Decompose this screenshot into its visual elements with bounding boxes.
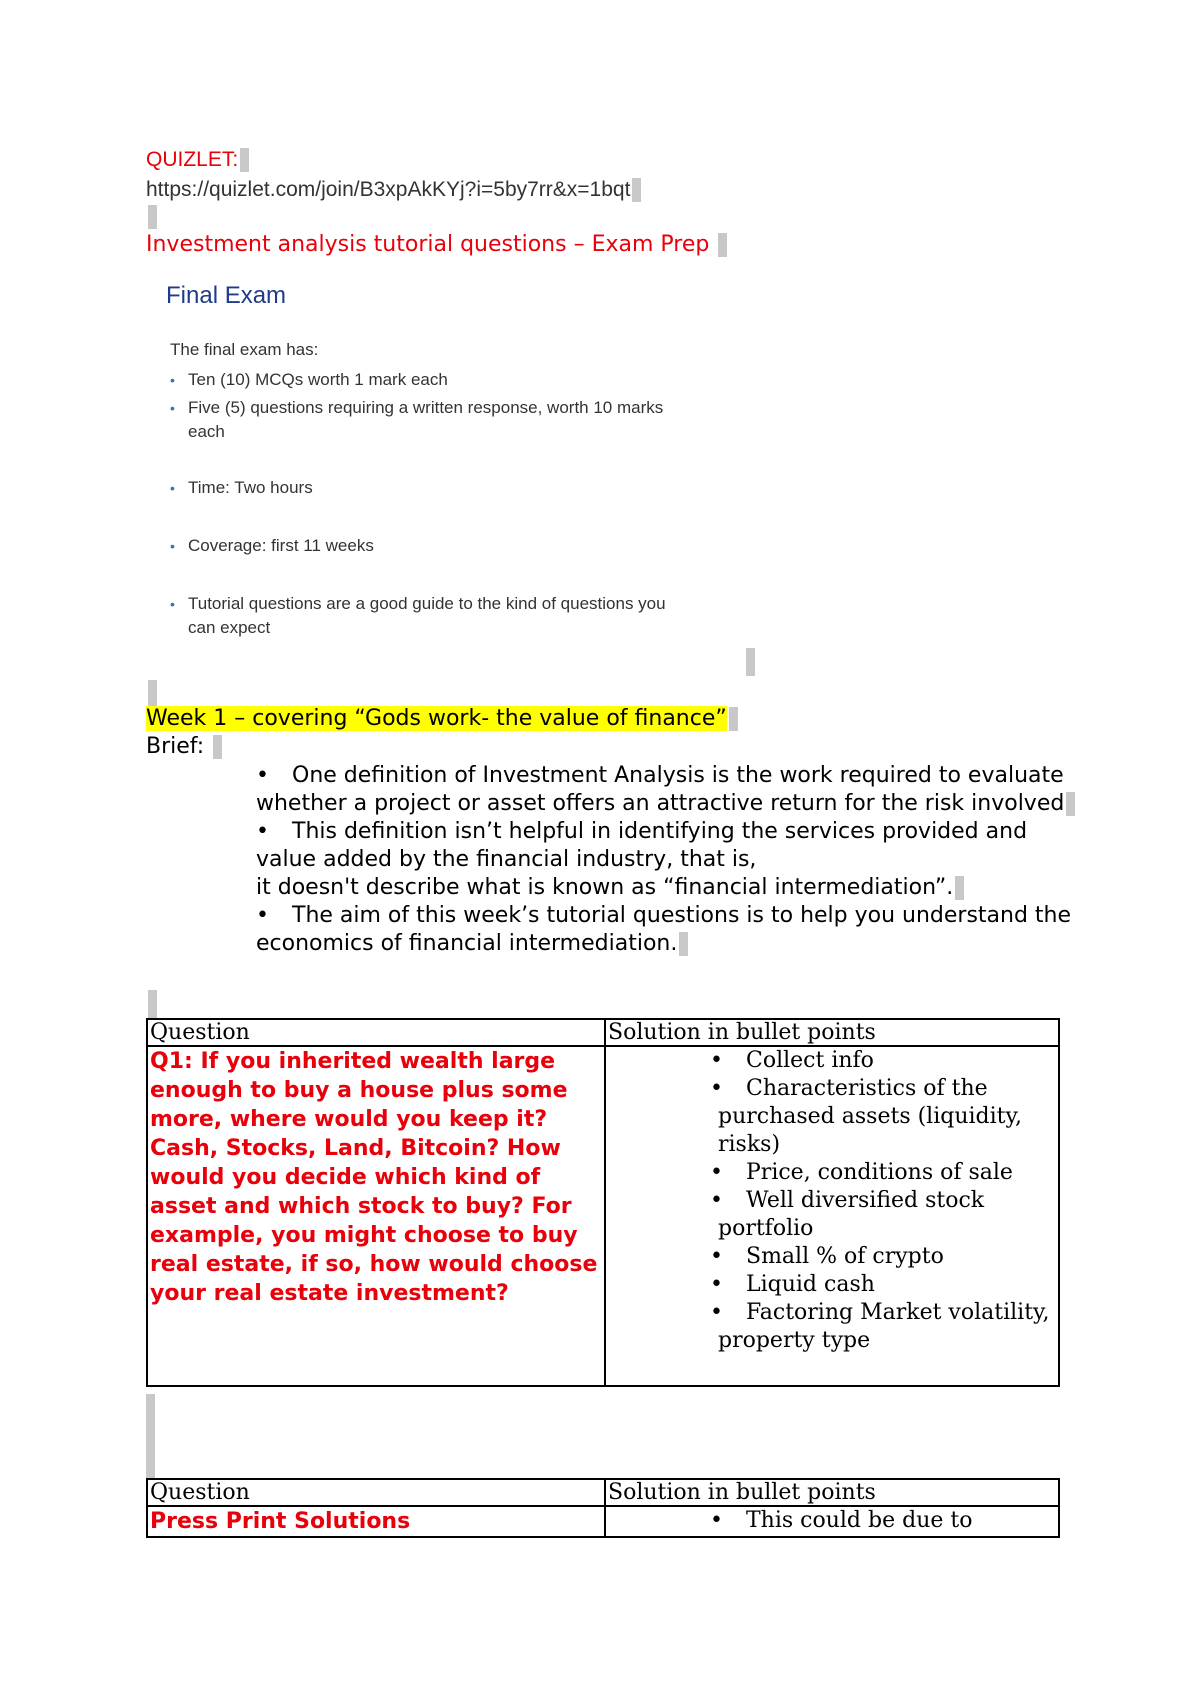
solution-bullet: • Liquid cash bbox=[710, 1272, 875, 1297]
question-table-1 bbox=[146, 1018, 1060, 1387]
solution-cell bbox=[605, 1046, 1059, 1386]
table-header-row bbox=[147, 1479, 1059, 1506]
revision-mark bbox=[213, 735, 222, 759]
column-header-solution: Solution in bullet points bbox=[605, 1019, 1059, 1046]
table-header-row bbox=[147, 1019, 1059, 1046]
question-cell bbox=[147, 1046, 605, 1386]
quizlet-link[interactable]: https://quizlet.com/join/B3xpAkKYj?i=5by7rr&x=1bqt bbox=[146, 178, 641, 202]
revision-mark bbox=[148, 205, 157, 229]
solution-cell bbox=[605, 1506, 1059, 1537]
question-text-last-line: your real estate investment? bbox=[150, 1281, 509, 1306]
quizlet-label: QUIZLET: bbox=[146, 148, 249, 172]
final-exam-slide-image bbox=[160, 272, 720, 642]
solution-bullet: • Price, conditions of sale bbox=[710, 1160, 1013, 1185]
slide-bullet: • Coverage: first 11 weeks bbox=[170, 536, 374, 555]
solution-bullet: • Small % of crypto bbox=[710, 1244, 944, 1269]
table-row bbox=[147, 1046, 1059, 1386]
column-header-solution: Solution in bullet points bbox=[605, 1479, 1059, 1506]
revision-mark bbox=[148, 680, 157, 708]
solution-bullet: • Well diversified stock portfolio bbox=[710, 1188, 985, 1241]
column-header-question: Question bbox=[147, 1479, 605, 1506]
question-text: Press Print Solutions bbox=[150, 1509, 411, 1534]
week-1-heading: Week 1 – covering “Gods work- the value of finance” bbox=[146, 706, 738, 731]
question-text: Q1: If you inherited wealth large enough to buy a house plus some more, where would you keep it? Cash, Stocks, Land, Bitcoin? How would you decide which kind of asset and which stock to buy? For example, you might choose to buy real estate, if so, how would choose bbox=[150, 1049, 598, 1277]
solution-bullet: • This could be due to bbox=[710, 1508, 973, 1533]
list-item: • One definition of Investment Analysis is the work required to evaluate whether a project or asset offers an attractive return for the risk involved bbox=[256, 762, 1076, 818]
slide-bullet: • Five (5) questions requiring a written response, worth 10 marks each bbox=[170, 398, 664, 441]
revision-mark bbox=[240, 148, 249, 172]
list-item: • The aim of this week’s tutorial questions is to help you understand the economics of financial intermediation. bbox=[256, 903, 1072, 956]
revision-mark bbox=[146, 1394, 155, 1478]
question-cell bbox=[147, 1506, 605, 1537]
slide-bullet: • Time: Two hours bbox=[170, 478, 313, 497]
revision-mark bbox=[632, 178, 641, 202]
slide-bullet: • Tutorial questions are a good guide to the kind of questions you can expect bbox=[170, 594, 666, 637]
slide-bullet: • Ten (10) MCQs worth 1 mark each bbox=[170, 370, 448, 389]
revision-mark bbox=[729, 707, 738, 731]
question-table-2 bbox=[146, 1478, 1060, 1538]
brief-label: Brief: bbox=[146, 734, 222, 759]
solution-bullet: • Characteristics of the purchased assets (liquidity, risks) bbox=[710, 1076, 1023, 1157]
revision-mark bbox=[1066, 792, 1075, 816]
revision-mark bbox=[955, 876, 964, 900]
brief-list bbox=[256, 762, 1076, 958]
slide-title: Final Exam bbox=[166, 282, 287, 309]
revision-mark bbox=[679, 932, 688, 956]
slide-intro: The final exam has: bbox=[170, 340, 319, 359]
solution-bullet: • Factoring Market volatility, property type bbox=[710, 1300, 1050, 1353]
list-item: • This definition isn’t helpful in identifying the services provided and value added by the financial industry, that is, bbox=[256, 819, 1028, 872]
column-header-question: Question bbox=[147, 1019, 605, 1046]
revision-mark bbox=[148, 990, 157, 1018]
revision-mark bbox=[718, 233, 727, 257]
list-item-continuation: it doesn't describe what is known as “financial intermediation”. bbox=[256, 874, 1076, 902]
revision-mark bbox=[746, 648, 755, 676]
document-title: Investment analysis tutorial questions – Exam Prep bbox=[146, 232, 727, 257]
solution-bullet: • Collect info bbox=[710, 1048, 874, 1073]
table-row bbox=[147, 1506, 1059, 1537]
